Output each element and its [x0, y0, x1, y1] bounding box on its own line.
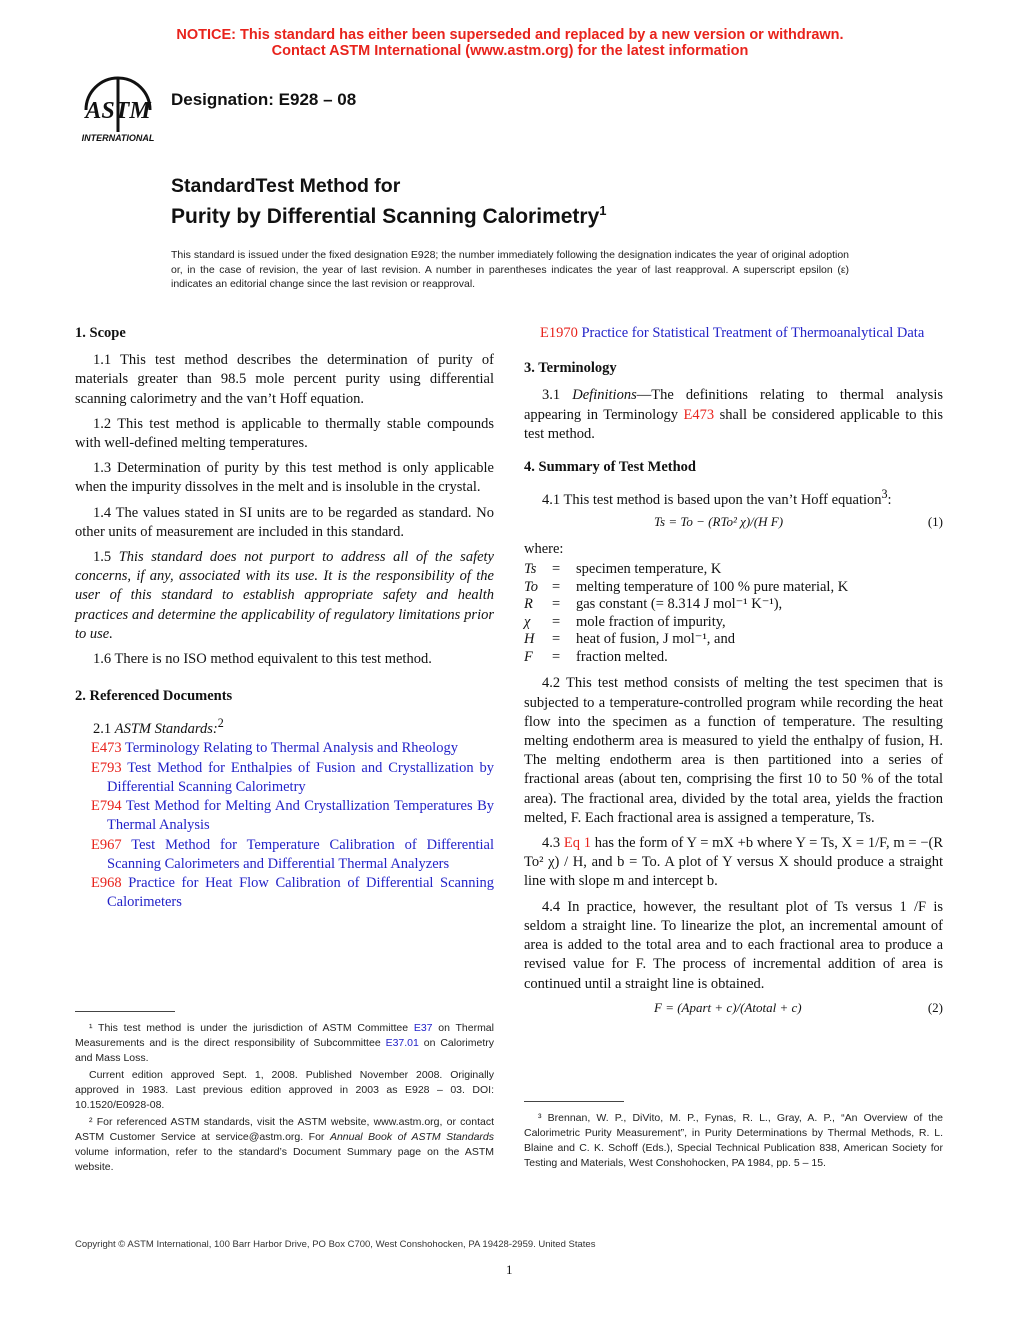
equation-1-number: (1): [927, 514, 943, 530]
terminology-heading: 3. Terminology: [524, 360, 617, 377]
def-desc: fraction melted.: [576, 648, 668, 665]
summary-4-3: [524, 834, 943, 892]
footnote-3: [524, 1111, 943, 1173]
title-line-1: StandardTest Method for: [171, 175, 401, 197]
summary-4-1-sup: 3: [881, 487, 888, 502]
scope-1-6: 1.6 There is no ISO method equivalent to this test method.: [93, 651, 432, 668]
where-label: where:: [524, 541, 564, 558]
def-equals: =: [552, 561, 561, 578]
fn1-link-e37[interactable]: E37: [413, 1022, 433, 1034]
footnotes-left: [75, 1021, 494, 1177]
copyright-line: Copyright © ASTM International, 100 Barr Harbor Drive, PO Box C700, West Conshohocken, PA 19428-2959. United States: [75, 1239, 596, 1250]
ref-code[interactable]: E473: [91, 740, 122, 757]
withdrawn-notice: [0, 27, 1020, 59]
logo-wordmark: ASTM: [85, 98, 151, 124]
fn2-italic: Annual Book of ASTM Standards: [329, 1131, 494, 1143]
ref-code[interactable]: E1970: [540, 325, 578, 341]
equation-1: [524, 512, 943, 534]
ref-code[interactable]: E968: [91, 874, 122, 891]
def-desc: mole fraction of impurity,: [576, 613, 726, 630]
fn1-text-b: on Thermal Measurements and is the direct responsibility of Subcommittee: [75, 1022, 494, 1049]
variable-definitions: [524, 561, 848, 666]
def-row: [524, 614, 848, 632]
def-equals: =: [552, 578, 561, 595]
ref-title[interactable]: Test Method for Melting And Crystallization Temperatures By Thermal Analysis: [107, 798, 494, 834]
refdocs-heading: 2. Referenced Documents: [75, 688, 233, 705]
title-line-2: Purity by Differential Scanning Calorimetry: [171, 205, 600, 228]
ref-item[interactable]: [75, 739, 494, 758]
left-column: [75, 324, 494, 912]
ref-code[interactable]: E793: [91, 759, 122, 776]
summary-4-3-num: 4.3: [542, 835, 564, 852]
right-column: [524, 324, 943, 1026]
scope-1-5-num: 1.5: [93, 549, 119, 566]
fn1-link-e3701[interactable]: E37.01: [385, 1037, 419, 1049]
def-equals: =: [552, 596, 561, 613]
def-desc: melting temperature of 100 % pure material, K: [576, 578, 849, 595]
def-symbol: χ: [524, 613, 531, 630]
fn2-text-a: ² For referenced ASTM standards, visit the ASTM website, www.astm.org, or contact ASTM Customer Service at service@astm.org. For: [75, 1116, 494, 1143]
term-link-e473[interactable]: E473: [683, 406, 715, 423]
scope-1-5: [75, 548, 494, 644]
summary-4-1: 4.1 This test method is based upon the van’t Hoff equation$^3$:: [542, 487, 892, 509]
def-desc: heat of fusion, J mol⁻¹, and: [576, 631, 735, 648]
ref-item[interactable]: [75, 797, 494, 835]
terminology-3-1: [524, 386, 943, 444]
refdocs-sub-sup: 2: [217, 716, 224, 731]
term-label: Definitions: [572, 387, 637, 404]
notice-line-2: Contact ASTM International (www.astm.org) for the latest information: [271, 43, 749, 59]
astm-logo: [72, 70, 164, 146]
def-row: [524, 596, 848, 614]
document-title: [171, 174, 607, 230]
term-num: 3.1: [542, 387, 573, 404]
scope-1-2: 1.2 This test method is applicable to thermally stable compounds with well-defined melting temperatures.: [75, 415, 494, 452]
ref-title[interactable]: Test Method for Enthalpies of Fusion and Crystallization by Differential Scanning Calorimetry: [107, 759, 494, 795]
equation-2-expr: F = (Apart + c)/(Atotal + c): [654, 999, 802, 1015]
footnote-rule: [75, 1011, 175, 1012]
def-symbol: Ts: [524, 561, 537, 578]
def-symbol: To: [524, 578, 538, 595]
def-desc: specimen temperature, K: [576, 561, 722, 578]
fn2-text-b: volume information, refer to the standard’s Document Summary page on the ASTM website.: [75, 1146, 494, 1173]
ref-code[interactable]: E794: [91, 798, 122, 815]
scope-1-4: 1.4 The values stated in SI units are to be regarded as standard. No other units of measurement are included in this standard.: [75, 504, 494, 540]
summary-4-1-text: 4.1 This test method is based upon the van’t Hoff equation: [542, 492, 882, 509]
ref-item[interactable]: [75, 874, 494, 912]
footnote-2: [75, 1115, 494, 1175]
ref-title[interactable]: Practice for Heat Flow Calibration of Differential Scanning Calorimeters: [107, 874, 495, 911]
title-footnote-mark: 1: [599, 203, 607, 218]
fn1-text-a: ¹ This test method is under the jurisdiction of ASTM Committee: [89, 1022, 414, 1034]
footnote-1: [75, 1021, 494, 1066]
def-row: [524, 579, 848, 597]
def-equals: =: [552, 631, 561, 648]
ref-code[interactable]: E967: [91, 836, 122, 853]
designation: Designation: E928 – 08: [171, 90, 357, 109]
def-row: [524, 631, 848, 649]
def-desc: gas constant (= 8.314 J mol⁻¹ K⁻¹),: [576, 596, 783, 613]
def-row: [524, 561, 848, 579]
scope-1-3: 1.3 Determination of purity by this test method is only applicable when the impurity dissolves in the melt and is insoluble in the crystal.: [75, 460, 494, 496]
issuance-note: This standard is issued under the fixed designation E928; the number immediately following the designation indicates the year of original adoption or, in the case of revision, the year of last revision. A number in parentheses indicates the year of last reapproval. A superscript epsilon (ε) indicates an editorial change since the last revision or reapproval.: [171, 249, 849, 290]
term-text-a: —The definitions relating to thermal analysis appearing in Terminology: [524, 387, 943, 423]
ref-item[interactable]: [75, 836, 494, 874]
fn1-text-c: on Calorimetry and Mass Loss.: [75, 1037, 494, 1064]
summary-4-4: 4.4 In practice, however, the resultant plot of Ts versus 1 /F is seldom a straight line. To linearize the plot, an incremental amount of area is added to the total area and to each fractional area to produce a revised value for F. The process of incremental addition of area is continued until a straight line is obtained.: [524, 898, 943, 992]
page-number: 1: [506, 1262, 513, 1277]
ref-title[interactable]: Test Method for Temperature Calibration of Differential Scanning Calorimeters and Differential Thermal Analyzers: [107, 836, 494, 872]
footnote-3-text: ³ Brennan, W. P., DiVito, M. P., Fynas, R. L., Gray, A. P., “An Overview of the Calorimetric Purity Measurement”, in Purity Determinations by Thermal Methods, R. L. Blaine and C. K. Schoff (Eds.), Special Technical Publication 838, American Society for Testing and Materials, West Conshohocken, PA 1984, pp. 5 – 15.: [524, 1112, 943, 1169]
def-symbol: F: [524, 648, 533, 665]
ref-title[interactable]: Practice for Statistical Treatment of Thermoanalytical Data: [581, 325, 925, 341]
equation-1-expr: Ts = To − (RTo² χ)/(H F): [654, 514, 784, 530]
refdocs-sub-text: ASTM Standards:: [114, 721, 218, 738]
ref-title[interactable]: Terminology Relating to Thermal Analysis and Rheology: [124, 740, 458, 757]
summary-4-2: 4.2 This test method consists of melting the test specimen that is subjected to a temperature-controlled program while recording the heat flow into the specimen as a function of temperature. The resulting melting endotherm area is measured to yield the enthalpy of fusion, H. The melting endotherm area is then partitioned into a series of fractional areas (about ten, comprising the first 10 to 50 % of the total area). The fractional area, divided by the total area, yields the fraction melted, F. Each fractional area is assigned a temperature, Ts.: [524, 675, 943, 826]
def-equals: =: [552, 648, 561, 665]
safety-caveat: This standard does not purport to address all of the safety concerns, if any, associated with its use. It is the responsibility of the user of this standard to establish appropriate safety and health practices and determine the applicability of regulatory limitations prior to use.: [75, 549, 494, 642]
scope-heading: 1. Scope: [75, 325, 126, 341]
equation-2: [524, 998, 943, 1020]
def-row: [524, 649, 848, 667]
footnote-rule: [524, 1101, 624, 1102]
summary-heading: 4. Summary of Test Method: [524, 459, 696, 476]
def-symbol: H: [524, 631, 535, 648]
refdocs-sub-num: 2.1: [93, 721, 115, 738]
equation-2-number: (2): [927, 999, 943, 1015]
summary-4-3-text: has the form of Y = mX +b where Y = Ts, X = 1/F, m = −(R To² χ) / H, and b = To. A plot of Y versus X should produce a straight line with slope m and intercept b.: [524, 835, 944, 890]
ref-item[interactable]: [524, 324, 943, 343]
notice-line-1: NOTICE: This standard has either been superseded and replaced by a new version or withdrawn.: [176, 27, 844, 43]
term-text-b: shall be considered applicable to this test method.: [524, 406, 943, 442]
eq1-link[interactable]: Eq 1: [563, 835, 591, 852]
astm-standards-label: [75, 714, 494, 739]
logo-subtext: INTERNATIONAL: [81, 133, 155, 143]
def-symbol: R: [524, 596, 533, 613]
footnote-1-edition: Current edition approved Sept. 1, 2008. Published November 2008. Originally approved in 1983. Last previous edition approved in 2003 as E928 – 03. DOI: 10.1520/E0928-08.: [75, 1069, 494, 1111]
scope-1-1: 1.1 This test method describes the determination of purity of materials greater than 98.5 mole percent purity using differential scanning calorimetry and the van’t Hoff equation.: [75, 352, 494, 407]
ref-item[interactable]: [75, 759, 494, 797]
def-equals: =: [552, 613, 561, 630]
